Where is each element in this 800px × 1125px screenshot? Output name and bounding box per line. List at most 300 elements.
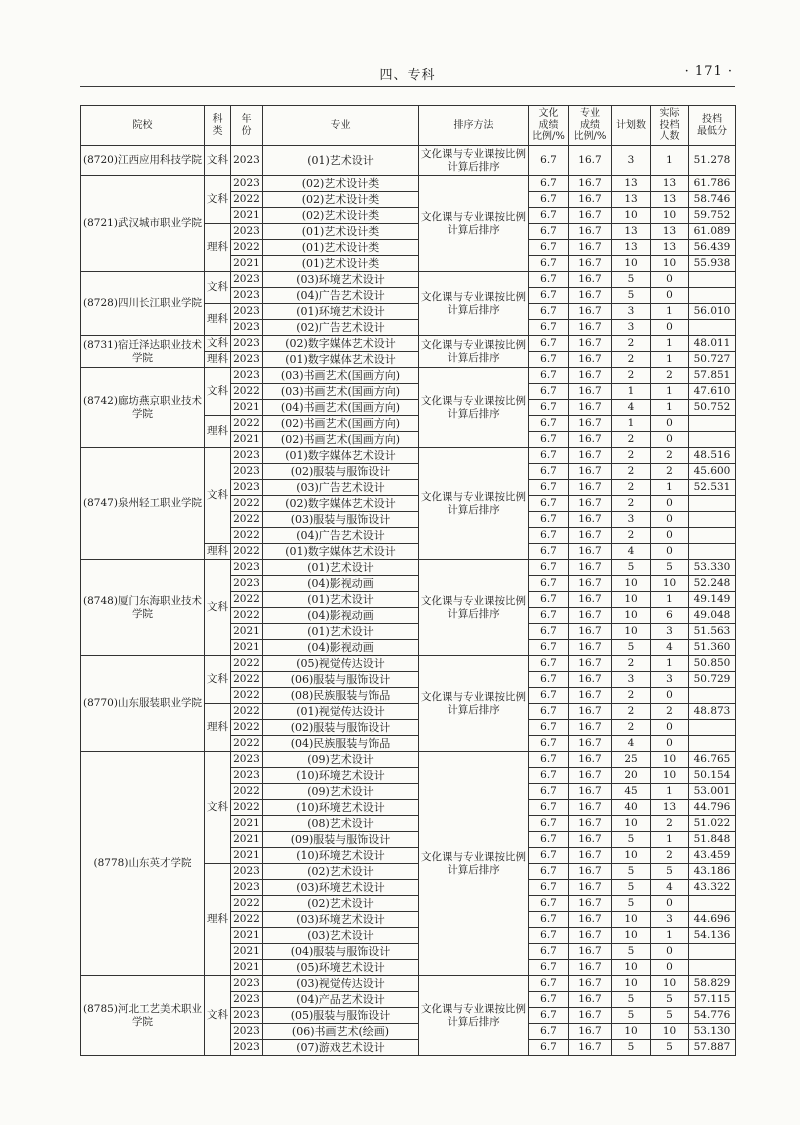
min-score-cell: 44.696 [689,912,736,928]
major-ratio-cell: 16.7 [569,656,612,672]
min-score-cell [689,288,736,304]
page-header [80,60,735,87]
culture-ratio-cell: 6.7 [529,592,569,608]
min-score-cell: 54.136 [689,928,736,944]
plan-count-cell: 2 [612,368,651,384]
major-ratio-cell: 16.7 [569,592,612,608]
admitted-count-cell: 13 [651,224,689,240]
major-cell: (04)民族服装与饰品 [263,736,419,752]
major-cell: (05)环境艺术设计 [263,960,419,976]
category-cell: 理科 [205,352,231,368]
major-cell: (03)视觉传达设计 [263,976,419,992]
admitted-count-cell: 10 [651,976,689,992]
major-ratio-cell: 16.7 [569,608,612,624]
min-score-cell: 50.154 [689,768,736,784]
min-score-cell: 49.048 [689,608,736,624]
admitted-count-cell: 13 [651,176,689,192]
plan-count-cell: 2 [612,496,651,512]
admitted-count-cell: 4 [651,640,689,656]
header-year [231,106,263,146]
major-ratio-cell: 16.7 [569,624,612,640]
sort-method-cell: 文化课与专业课按比例计算后排序 [419,560,529,656]
header-line: 院校 [132,119,153,131]
major-ratio-cell: 16.7 [569,224,612,240]
year-cell: 2022 [231,656,263,672]
school-cell: (8728)四川长江职业学院 [81,272,205,336]
plan-count-cell: 2 [612,656,651,672]
plan-count-cell: 5 [612,896,651,912]
min-score-cell [689,496,736,512]
major-cell: (03)环境艺术设计 [263,912,419,928]
admitted-count-cell: 3 [651,624,689,640]
year-cell: 2023 [231,992,263,1008]
min-score-cell [689,896,736,912]
min-score-cell: 51.360 [689,640,736,656]
plan-count-cell: 10 [612,576,651,592]
culture-ratio-cell: 6.7 [529,496,569,512]
min-score-cell: 48.873 [689,704,736,720]
major-cell: (04)书画艺术(国画方向) [263,400,419,416]
admitted-count-cell: 0 [651,512,689,528]
header-major [263,106,419,146]
major-ratio-cell: 16.7 [569,352,612,368]
plan-count-cell: 20 [612,768,651,784]
plan-count-cell: 10 [612,608,651,624]
major-cell: (05)视觉传达设计 [263,656,419,672]
plan-count-cell: 5 [612,864,651,880]
sort-method-cell: 文化课与专业课按比例计算后排序 [419,752,529,976]
major-cell: (02)艺术设计 [263,864,419,880]
header-major-ratio [569,106,612,146]
min-score-cell [689,944,736,960]
year-cell: 2021 [231,624,263,640]
culture-ratio-cell: 6.7 [529,512,569,528]
sort-method-cell: 文化课与专业课按比例计算后排序 [419,448,529,560]
plan-count-cell: 5 [612,288,651,304]
plan-count-cell: 5 [612,944,651,960]
school-cell: (8721)武汉城市职业学院 [81,176,205,272]
major-ratio-cell: 16.7 [569,288,612,304]
plan-count-cell: 10 [612,816,651,832]
year-cell: 2022 [231,912,263,928]
header-line: 年 [241,114,252,125]
major-cell: (01)艺术设计 [263,592,419,608]
major-ratio-cell: 16.7 [569,576,612,592]
major-ratio-cell: 16.7 [569,368,612,384]
plan-count-cell: 5 [612,992,651,1008]
category-cell: 文科 [205,146,231,176]
major-ratio-cell: 16.7 [569,896,612,912]
year-cell: 2021 [231,944,263,960]
min-score-cell: 57.115 [689,992,736,1008]
admitted-count-cell: 1 [651,304,689,320]
major-ratio-cell: 16.7 [569,208,612,224]
min-score-cell [689,512,736,528]
year-cell: 2021 [231,816,263,832]
year-cell: 2022 [231,736,263,752]
min-score-cell [689,320,736,336]
year-cell: 2023 [231,576,263,592]
culture-ratio-cell: 6.7 [529,464,569,480]
culture-ratio-cell: 6.7 [529,608,569,624]
admitted-count-cell: 10 [651,576,689,592]
admitted-count-cell: 0 [651,416,689,432]
major-cell: (01)数字媒体艺术设计 [263,544,419,560]
major-cell: (10)环境艺术设计 [263,800,419,816]
admitted-count-cell: 1 [651,656,689,672]
admitted-count-cell: 10 [651,768,689,784]
major-cell: (01)数字媒体艺术设计 [263,448,419,464]
year-cell: 2023 [231,880,263,896]
year-cell: 2021 [231,848,263,864]
major-cell: (05)服装与服饰设计 [263,1008,419,1024]
plan-count-cell: 4 [612,544,651,560]
admitted-count-cell: 1 [651,352,689,368]
school-cell: (8785)河北工艺美术职业学院 [81,976,205,1056]
plan-count-cell: 1 [612,384,651,400]
plan-count-cell: 3 [612,320,651,336]
admitted-count-cell: 0 [651,944,689,960]
culture-ratio-cell: 6.7 [529,1008,569,1024]
header-line: 计划数 [616,119,646,131]
admitted-count-cell: 13 [651,192,689,208]
major-ratio-cell: 16.7 [569,784,612,800]
year-cell: 2023 [231,480,263,496]
major-cell: (02)艺术设计类 [263,208,419,224]
culture-ratio-cell: 6.7 [529,864,569,880]
plan-count-cell: 2 [612,704,651,720]
min-score-cell: 51.848 [689,832,736,848]
admitted-count-cell: 13 [651,800,689,816]
header-line: 比例/% [573,131,607,143]
plan-count-cell: 10 [612,1024,651,1040]
year-cell: 2023 [231,320,263,336]
min-score-cell: 44.796 [689,800,736,816]
major-cell: (07)游戏艺术设计 [263,1040,419,1056]
plan-count-cell: 5 [612,1008,651,1024]
major-ratio-cell: 16.7 [569,480,612,496]
culture-ratio-cell: 6.7 [529,1024,569,1040]
category-cell: 文科 [205,656,231,704]
plan-count-cell: 5 [612,640,651,656]
admitted-count-cell: 10 [651,256,689,272]
plan-count-cell: 10 [612,624,651,640]
min-score-cell: 43.459 [689,848,736,864]
min-score-cell: 51.278 [689,146,736,176]
category-cell: 理科 [205,304,231,336]
major-ratio-cell: 16.7 [569,848,612,864]
category-cell: 文科 [205,448,231,544]
major-ratio-cell: 16.7 [569,416,612,432]
min-score-cell: 53.001 [689,784,736,800]
min-score-cell: 55.938 [689,256,736,272]
header-line: 专业 [330,119,351,131]
table-row [81,272,736,288]
major-cell: (01)艺术设计 [263,146,419,176]
admitted-count-cell: 13 [651,240,689,256]
major-ratio-cell: 16.7 [569,752,612,768]
min-score-cell: 57.887 [689,1040,736,1056]
admitted-count-cell: 1 [651,784,689,800]
culture-ratio-cell: 6.7 [529,320,569,336]
major-cell: (02)艺术设计类 [263,176,419,192]
culture-ratio-cell: 6.7 [529,400,569,416]
min-score-cell: 50.727 [689,352,736,368]
plan-count-cell: 2 [612,720,651,736]
year-cell: 2021 [231,960,263,976]
year-cell: 2023 [231,1008,263,1024]
plan-count-cell: 2 [612,448,651,464]
header-sort-method [419,106,529,146]
admitted-count-cell: 3 [651,912,689,928]
major-ratio-cell: 16.7 [569,336,612,352]
major-cell: (01)艺术设计 [263,560,419,576]
admitted-count-cell: 1 [651,384,689,400]
page-number: · 171 · [684,64,733,79]
major-ratio-cell: 16.7 [569,640,612,656]
major-cell: (03)书画艺术(国画方向) [263,384,419,400]
major-ratio-cell: 16.7 [569,146,612,176]
culture-ratio-cell: 6.7 [529,896,569,912]
culture-ratio-cell: 6.7 [529,816,569,832]
culture-ratio-cell: 6.7 [529,944,569,960]
major-cell: (09)艺术设计 [263,784,419,800]
major-cell: (02)书画艺术(国画方向) [263,416,419,432]
admitted-count-cell: 1 [651,336,689,352]
plan-count-cell: 2 [612,480,651,496]
year-cell: 2022 [231,192,263,208]
year-cell: 2022 [231,784,263,800]
major-ratio-cell: 16.7 [569,880,612,896]
min-score-cell: 51.022 [689,816,736,832]
min-score-cell [689,432,736,448]
admitted-count-cell: 5 [651,992,689,1008]
plan-count-cell: 2 [612,528,651,544]
min-score-cell [689,960,736,976]
year-cell: 2022 [231,704,263,720]
category-cell: 文科 [205,976,231,1056]
culture-ratio-cell: 6.7 [529,624,569,640]
header-line: 科 [212,114,223,125]
major-ratio-cell: 16.7 [569,1024,612,1040]
major-cell: (01)艺术设计类 [263,240,419,256]
major-ratio-cell: 16.7 [569,704,612,720]
year-cell: 2022 [231,800,263,816]
year-cell: 2023 [231,448,263,464]
plan-count-cell: 3 [612,304,651,320]
sort-method-cell: 文化课与专业课按比例计算后排序 [419,146,529,176]
plan-count-cell: 13 [612,176,651,192]
year-cell: 2023 [231,768,263,784]
year-cell: 2022 [231,672,263,688]
school-cell: (8731)宿迁泽达职业技术学院 [81,336,205,368]
culture-ratio-cell: 6.7 [529,656,569,672]
major-cell: (04)影视动画 [263,576,419,592]
admitted-count-cell: 0 [651,272,689,288]
culture-ratio-cell: 6.7 [529,960,569,976]
plan-count-cell: 5 [612,832,651,848]
major-cell: (04)产品艺术设计 [263,992,419,1008]
plan-count-cell: 5 [612,1040,651,1056]
culture-ratio-cell: 6.7 [529,784,569,800]
min-score-cell: 47.610 [689,384,736,400]
major-ratio-cell: 16.7 [569,512,612,528]
year-cell: 2023 [231,560,263,576]
year-cell: 2023 [231,272,263,288]
year-cell: 2023 [231,224,263,240]
culture-ratio-cell: 6.7 [529,192,569,208]
admitted-count-cell: 0 [651,736,689,752]
admitted-count-cell: 3 [651,672,689,688]
culture-ratio-cell: 6.7 [529,176,569,192]
major-cell: (03)服装与服饰设计 [263,512,419,528]
year-cell: 2022 [231,720,263,736]
culture-ratio-cell: 6.7 [529,880,569,896]
year-cell: 2022 [231,544,263,560]
culture-ratio-cell: 6.7 [529,352,569,368]
min-score-cell: 57.851 [689,368,736,384]
admitted-count-cell: 2 [651,816,689,832]
major-ratio-cell: 16.7 [569,304,612,320]
header-admitted [651,106,689,146]
min-score-cell: 50.752 [689,400,736,416]
culture-ratio-cell: 6.7 [529,672,569,688]
plan-count-cell: 13 [612,224,651,240]
major-cell: (02)书画艺术(国画方向) [263,432,419,448]
culture-ratio-cell: 6.7 [529,720,569,736]
culture-ratio-cell: 6.7 [529,256,569,272]
major-ratio-cell: 16.7 [569,672,612,688]
year-cell: 2023 [231,288,263,304]
year-cell: 2021 [231,432,263,448]
min-score-cell: 52.531 [689,480,736,496]
header-line: 最低分 [697,125,727,137]
culture-ratio-cell: 6.7 [529,384,569,400]
major-cell: (04)服装与服饰设计 [263,944,419,960]
plan-count-cell: 40 [612,800,651,816]
culture-ratio-cell: 6.7 [529,560,569,576]
major-cell: (09)艺术设计 [263,752,419,768]
plan-count-cell: 5 [612,560,651,576]
plan-count-cell: 4 [612,736,651,752]
year-cell: 2023 [231,864,263,880]
culture-ratio-cell: 6.7 [529,544,569,560]
major-ratio-cell: 16.7 [569,736,612,752]
category-cell: 文科 [205,272,231,304]
school-cell: (8720)江西应用科技学院 [81,146,205,176]
admitted-count-cell: 2 [651,368,689,384]
min-score-cell: 53.130 [689,1024,736,1040]
plan-count-cell: 5 [612,272,651,288]
culture-ratio-cell: 6.7 [529,304,569,320]
header-line: 类 [212,125,223,137]
admitted-count-cell: 0 [651,960,689,976]
admitted-count-cell: 0 [651,688,689,704]
major-ratio-cell: 16.7 [569,976,612,992]
admitted-count-cell: 0 [651,720,689,736]
major-cell: (02)艺术设计 [263,896,419,912]
header-line: 比例/% [532,131,565,143]
header-row [81,106,736,146]
sort-method-cell: 文化课与专业课按比例计算后排序 [419,656,529,752]
year-cell: 2023 [231,464,263,480]
min-score-cell: 46.765 [689,752,736,768]
plan-count-cell: 25 [612,752,651,768]
major-cell: (02)数字媒体艺术设计 [263,496,419,512]
year-cell: 2021 [231,208,263,224]
min-score-cell: 53.330 [689,560,736,576]
plan-count-cell: 10 [612,208,651,224]
plan-count-cell: 5 [612,880,651,896]
admitted-count-cell: 10 [651,208,689,224]
plan-count-cell: 13 [612,240,651,256]
admitted-count-cell: 5 [651,864,689,880]
year-cell: 2022 [231,240,263,256]
table-row [81,146,736,176]
header-line: 投档 [659,119,680,131]
year-cell: 2021 [231,640,263,656]
min-score-cell: 58.746 [689,192,736,208]
major-ratio-cell: 16.7 [569,320,612,336]
year-cell: 2023 [231,368,263,384]
admitted-count-cell: 5 [651,1040,689,1056]
min-score-cell: 56.439 [689,240,736,256]
min-score-cell [689,272,736,288]
major-cell: (06)书画艺术(绘画) [263,1024,419,1040]
min-score-cell: 45.600 [689,464,736,480]
min-score-cell [689,544,736,560]
major-ratio-cell: 16.7 [569,448,612,464]
culture-ratio-cell: 6.7 [529,912,569,928]
major-ratio-cell: 16.7 [569,1040,612,1056]
admitted-count-cell: 0 [651,896,689,912]
header-line: 份 [241,125,252,137]
header-min-score [689,106,736,146]
min-score-cell: 61.786 [689,176,736,192]
school-cell: (8778)山东英才学院 [81,752,205,976]
header-line: 人数 [659,131,680,143]
major-cell: (03)艺术设计 [263,928,419,944]
min-score-cell: 51.563 [689,624,736,640]
table-row [81,560,736,576]
culture-ratio-cell: 6.7 [529,752,569,768]
plan-count-cell: 1 [612,416,651,432]
plan-count-cell: 45 [612,784,651,800]
year-cell: 2023 [231,352,263,368]
plan-count-cell: 2 [612,336,651,352]
major-cell: (02)服装与服饰设计 [263,464,419,480]
admitted-count-cell: 10 [651,1024,689,1040]
major-cell: (10)环境艺术设计 [263,848,419,864]
min-score-cell: 48.011 [689,336,736,352]
major-ratio-cell: 16.7 [569,528,612,544]
major-cell: (04)影视动画 [263,640,419,656]
category-cell: 文科 [205,752,231,864]
major-cell: (09)服装与服饰设计 [263,832,419,848]
major-cell: (10)环境艺术设计 [263,768,419,784]
major-ratio-cell: 16.7 [569,688,612,704]
major-ratio-cell: 16.7 [569,176,612,192]
admitted-count-cell: 0 [651,288,689,304]
culture-ratio-cell: 6.7 [529,768,569,784]
culture-ratio-cell: 6.7 [529,336,569,352]
admitted-count-cell: 1 [651,592,689,608]
category-cell: 理科 [205,544,231,560]
major-cell: (01)艺术设计类 [263,224,419,240]
culture-ratio-cell: 6.7 [529,832,569,848]
culture-ratio-cell: 6.7 [529,480,569,496]
culture-ratio-cell: 6.7 [529,976,569,992]
